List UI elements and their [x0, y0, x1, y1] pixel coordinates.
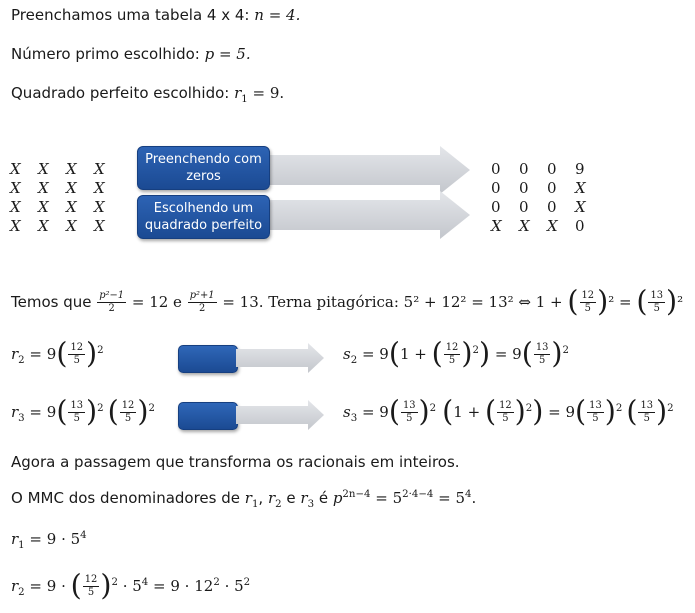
right-matrix-cell: X — [519, 217, 530, 235]
mmc-line — [11, 489, 477, 510]
left-matrix-cell: X — [94, 160, 105, 178]
s3-nine: 9 — [379, 402, 389, 421]
left-matrix-row — [10, 217, 122, 236]
arrow-r2 — [236, 343, 324, 373]
r3-fraction-13 — [68, 401, 85, 424]
r2-final-exp3: 2 — [243, 576, 251, 588]
r2-final-exp2: 2 — [213, 576, 220, 588]
left-matrix-cell: X — [94, 198, 105, 216]
right-matrix-cell: X — [575, 198, 586, 216]
r2-nine: 9 — [46, 344, 57, 363]
frac-den: 2 — [108, 302, 115, 314]
intro-line-3-math: $r_1 = 9$. — [234, 84, 285, 105]
r3-symbol: r — [11, 402, 19, 421]
eq-13: = 13. Terna pitagórica: — [217, 292, 404, 311]
r2-final-sub: 2 — [18, 586, 25, 598]
mmc-mid: é — [314, 489, 333, 507]
left-matrix-cell: X — [94, 217, 105, 235]
r2-final-mid: · 5 — [117, 576, 142, 595]
fraction-13-5 — [648, 291, 665, 314]
s3-expression: $s_3 = 9$( $\frac{13}{5}$ )$^2$ (1 + ( $\frac{12}{5}$ )$^2$) = 9( $\frac{13}{5}$ )$^2$ ( $\frac{13}{5}$ )$^2$ — [343, 395, 674, 428]
intro-line-1-text: Preenchamos uma tabela 4 x 4: — [11, 6, 255, 24]
s3-one-plus: 1 + — [453, 402, 485, 421]
fraction-12-5 — [580, 291, 597, 314]
frac-den: 5 — [73, 354, 80, 366]
frac-num: 12 — [70, 341, 84, 353]
right-matrix-cell: 0 — [491, 198, 501, 216]
left-matrix-cell: X — [66, 160, 77, 178]
pythagorean-line: Temos que $\frac{\text{p²−1}}{2}$ = 12 e $\frac{\text{p²+1}}{2}$ = 13. Terna pitagórica: 5² + 12² = 13² ⇔ 1 + ( $\frac{12}{5}$ )² = ( $\frac{13}{5}$ )² — [11, 285, 684, 318]
frac-num: 13 — [650, 289, 664, 301]
passage-text: Agora a passagem que transforma os racionais em inteiros. — [11, 453, 460, 471]
frac-den: 5 — [584, 302, 591, 314]
frac-num: 12 — [84, 573, 98, 585]
frac-num: p²+1 — [189, 289, 215, 301]
frac-den: 5 — [643, 412, 650, 424]
mmc-sep2: e — [281, 489, 301, 507]
s3-fraction-13b — [587, 401, 604, 424]
left-matrix — [10, 160, 122, 236]
right-matrix-row — [491, 179, 603, 198]
r1-final-exp: 4 — [80, 530, 87, 541]
s2-fraction — [444, 343, 461, 366]
r2-final-exp: 4 — [141, 576, 149, 588]
left-matrix-cell: X — [10, 179, 21, 197]
frac-den: 5 — [502, 412, 509, 424]
pythagorean-intro: Temos que — [11, 292, 97, 311]
frac-den: 2 — [198, 302, 206, 314]
right-matrix-cell: X — [491, 217, 502, 235]
right-matrix-cell: 0 — [519, 198, 529, 216]
right-matrix-cell: 0 — [575, 217, 585, 235]
mmc-r2: r — [267, 489, 276, 507]
s2-eq: = — [357, 344, 380, 363]
s2-expression: $s_2 = 9(1$ + ( $\frac{12}{5}$ )$^2$) = 9( $\frac{13}{5}$ )$^2$ — [343, 337, 570, 370]
right-matrix-cell: 0 — [547, 179, 557, 197]
left-matrix-row — [10, 179, 122, 198]
fraction-p2-plus-1 — [188, 291, 217, 314]
s2-one-plus: 1 + — [399, 344, 432, 363]
frac-num: 12 — [445, 341, 459, 353]
left-matrix-cell: X — [66, 179, 77, 197]
r2-fraction — [68, 343, 85, 366]
mmc-r3-sub: 3 — [307, 499, 315, 510]
r3-exp2: 2 — [148, 402, 155, 414]
s2-nine: 9 — [379, 344, 389, 363]
frac-num: 13 — [70, 399, 84, 411]
s3-eq: = — [357, 402, 380, 421]
zero-fill-box-label: Preenchendo com zeros — [145, 152, 262, 184]
frac-den: 5 — [538, 354, 546, 366]
left-matrix-cell: X — [38, 217, 49, 235]
mmc-eq1: = 5 — [370, 489, 403, 507]
right-matrix-cell: 0 — [519, 160, 529, 178]
frac-den: 5 — [87, 586, 95, 598]
r2-final: $r_2 = 9$ · ( $\frac{12}{5}$ )$^2 \cdot 5^4 = 9 \cdot 12^2 \cdot 5^2$ — [11, 569, 251, 602]
s3-exp3: 2 — [615, 402, 623, 414]
r2-expression: $r_2 = 9$( $\frac{12}{5}$ )$^2$ — [11, 337, 104, 370]
mmc-r1-sub: 1 — [251, 499, 259, 510]
perfect-square-box — [137, 195, 270, 239]
left-matrix-cell: X — [66, 198, 77, 216]
perfect-square-box-label: Escolhendo um quadrado perfeito — [144, 201, 263, 233]
r2-final-fraction — [83, 575, 100, 598]
r1-final-rhs: = 9 · 5 — [24, 530, 81, 548]
frac-num: 12 — [499, 399, 512, 411]
intro-line-1 — [11, 6, 300, 24]
left-matrix-cell: X — [38, 198, 49, 216]
s3-subscript: 3 — [350, 412, 358, 424]
fraction-p2-minus-1 — [97, 291, 126, 314]
mmc-r3: r — [300, 489, 308, 507]
r3-eq: = — [24, 402, 47, 421]
s2-nine2: 9 — [512, 344, 522, 363]
s2-subscript: 2 — [350, 354, 358, 366]
identity-end: ² — [677, 292, 684, 311]
left-matrix-cell: X — [10, 160, 21, 178]
intro-line-3-text: Quadrado perfeito escolhido: — [11, 84, 235, 102]
right-matrix-cell: 9 — [575, 160, 585, 178]
r2-final-lhs: = 9 · — [24, 576, 71, 595]
r1-final-sub: 1 — [18, 540, 25, 551]
frac-num: p²−1 — [99, 289, 125, 301]
s3-fraction-12 — [497, 401, 514, 424]
zero-fill-box — [137, 146, 270, 190]
transform-box-r2 — [178, 345, 238, 373]
mmc-exp1: 2·4−4 — [402, 489, 434, 500]
r1-final — [11, 530, 87, 551]
r3-expression: $r_3 = 9$( $\frac{13}{5}$ )$^2$ ( $\frac{12}{5}$ )$^2$ — [11, 395, 155, 428]
s2-eq2: = — [490, 344, 513, 363]
left-matrix-cell: X — [94, 179, 105, 197]
s2-exp: 2 — [472, 344, 479, 356]
mmc-prefix: O MMC dos denominadores de — [11, 489, 245, 507]
s3-exp2: 2 — [525, 402, 533, 414]
r3-nine: 9 — [46, 402, 57, 421]
frac-den: 5 — [73, 412, 80, 424]
mmc-end: . — [471, 489, 477, 507]
left-matrix-cell: X — [10, 217, 21, 235]
s3-exp1: 2 — [429, 402, 437, 414]
identity: 5² + 12² = 13² ⇔ 1 + — [403, 292, 568, 311]
left-matrix-row — [10, 198, 122, 217]
r2-final-tail: · 5 — [219, 576, 244, 595]
s3-fraction-13c — [638, 401, 655, 424]
s3-exp4: 2 — [667, 402, 674, 414]
right-matrix-row — [491, 217, 603, 236]
frac-den: 5 — [124, 412, 132, 424]
r1-final-symbol: r — [11, 530, 19, 548]
left-matrix-cell: X — [10, 198, 21, 216]
s2-symbol: s — [343, 344, 351, 363]
left-matrix-cell: X — [66, 217, 77, 235]
right-matrix — [491, 160, 603, 236]
right-matrix-cell: X — [547, 217, 558, 235]
mmc-r2-sub: 2 — [275, 499, 282, 510]
right-matrix-cell: X — [575, 179, 586, 197]
left-matrix-cell: X — [38, 179, 49, 197]
r2-final-sq: 2 — [111, 576, 118, 588]
right-matrix-cell: 0 — [491, 160, 501, 178]
left-matrix-row — [10, 160, 122, 179]
right-matrix-cell: 0 — [491, 179, 501, 197]
s3-symbol: s — [343, 402, 351, 421]
mmc-eq2: = 5 — [433, 489, 466, 507]
mmc-p: p — [332, 489, 343, 507]
right-matrix-cell: 0 — [547, 198, 557, 216]
frac-num: 13 — [640, 399, 654, 411]
frac-num: 13 — [402, 399, 416, 411]
r2-final-symbol: r — [11, 576, 19, 595]
intro-line-3 — [11, 84, 285, 105]
frac-den: 5 — [406, 412, 413, 424]
s3-eq2: = — [543, 402, 566, 421]
left-matrix-cell: X — [38, 160, 49, 178]
frac-num: 12 — [581, 289, 595, 301]
r2-final-eq: = 9 · 12 — [148, 576, 214, 595]
r3-subscript: 3 — [18, 412, 25, 424]
r3-exp1: 2 — [97, 402, 104, 414]
right-matrix-cell: 0 — [519, 179, 529, 197]
identity-mid: ² = — [608, 292, 637, 311]
mmc-exp2: 4 — [465, 489, 472, 500]
s3-fraction-13 — [401, 401, 418, 424]
right-matrix-row — [491, 160, 603, 179]
transform-box-r3 — [178, 402, 238, 430]
intro-line-1-math: n = 4. — [254, 6, 301, 24]
frac-den: 5 — [448, 354, 456, 366]
intro-line-2 — [11, 45, 251, 63]
right-matrix-cell: 0 — [547, 160, 557, 178]
s2-exp2: 2 — [562, 344, 570, 356]
frac-num: 12 — [121, 399, 135, 411]
intro-line-2-text: Número primo escolhido: — [11, 45, 205, 63]
r2-eq: = — [24, 344, 47, 363]
frac-den: 5 — [592, 412, 599, 424]
frac-num: 13 — [535, 341, 549, 353]
s3-nine2: 9 — [565, 402, 576, 421]
intro-line-2-math: p = 5. — [204, 45, 251, 63]
r2-exp: 2 — [97, 344, 104, 356]
mmc-p-exp: 2n−4 — [342, 489, 371, 500]
r2-subscript: 2 — [18, 354, 25, 366]
frac-num: 13 — [589, 399, 602, 411]
eq-12: = 12 e — [127, 292, 187, 311]
mmc-r1: r — [244, 489, 252, 507]
r3-fraction-12 — [120, 401, 137, 424]
frac-den: 5 — [653, 302, 660, 314]
s2-fraction2 — [534, 343, 551, 366]
mmc-sep1: , — [258, 489, 268, 507]
r2-symbol: r — [11, 344, 19, 363]
right-matrix-row — [491, 198, 603, 217]
arrow-r3 — [236, 400, 324, 430]
